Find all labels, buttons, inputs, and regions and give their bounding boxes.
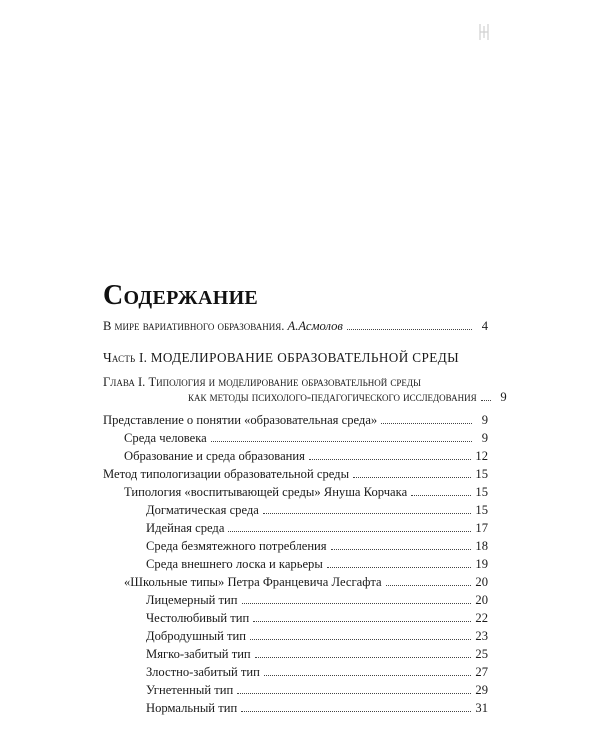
toc-entry-text: Злостно-забитый тип: [146, 665, 260, 679]
toc-entry[interactable]: [103, 412, 488, 428]
toc-entry-text: Угнетенный тип: [146, 683, 234, 697]
toc-entry-text: Среда человека: [124, 431, 207, 445]
toc-entry[interactable]: [146, 664, 488, 680]
part-title: МОДЕЛИРОВАНИЕ ОБРАЗОВАТЕЛЬНОЙ СРЕДЫ: [150, 350, 459, 365]
toc-entry[interactable]: [146, 700, 488, 716]
page-number: 18: [475, 539, 488, 553]
toc-entry[interactable]: [146, 646, 488, 662]
page-number: 15: [475, 503, 488, 517]
leader-dots: [381, 423, 472, 424]
toc-entry[interactable]: [124, 574, 488, 590]
part-prefix: Часть I.: [103, 350, 148, 365]
chapter-title-line1[interactable]: Глава I. Типология и моделирование образовательной среды: [103, 375, 421, 389]
toc-entry[interactable]: [124, 430, 488, 446]
toc-intro[interactable]: [103, 318, 488, 334]
leader-dots: [264, 675, 471, 676]
toc-entry-text: Мягко-забитый тип: [146, 647, 251, 661]
toc-entry-text: Лицемерный тип: [146, 593, 238, 607]
page-title: Содержание: [103, 280, 259, 311]
toc-entry[interactable]: [124, 448, 488, 464]
toc-entry-text: Нормальный тип: [146, 701, 238, 715]
corner-scan-mark: [477, 22, 491, 42]
page-number: 31: [475, 701, 488, 715]
page-number: 9: [500, 390, 507, 404]
toc-entry[interactable]: [146, 592, 488, 608]
toc-entry[interactable]: [146, 682, 488, 698]
leader-dots: [253, 621, 471, 622]
leader-dots: [386, 585, 472, 586]
page-number: 22: [475, 611, 488, 625]
toc-entry[interactable]: [103, 466, 488, 482]
chapter-title-line2: как методы психолого-педагогического исследования: [188, 390, 477, 404]
toc-chapter[interactable]: [188, 389, 507, 405]
page-number: 23: [475, 629, 488, 643]
leader-dots: [241, 711, 471, 712]
toc-entry-text: Типология «воспитывающей среды» Януша Корчака: [124, 485, 408, 499]
toc-entry-text: Представление о понятии «образовательная среда»: [103, 413, 378, 427]
toc-entry-text: Честолюбивый тип: [146, 611, 250, 625]
toc-entry[interactable]: [146, 628, 488, 644]
page-number: 19: [475, 557, 488, 571]
toc-entry-text: Идейная среда: [146, 521, 225, 535]
toc-intro-author: А.Асмолов: [287, 319, 343, 333]
toc-entry-text: Добродушный тип: [146, 629, 246, 643]
leader-dots: [481, 400, 491, 401]
toc-entry-text: Догматическая среда: [146, 503, 259, 517]
page-number: 9: [481, 413, 488, 427]
toc-entry-text: Метод типологизации образовательной среды: [103, 467, 350, 481]
leader-dots: [309, 459, 471, 460]
leader-dots: [411, 495, 471, 496]
page-number: 20: [475, 575, 488, 589]
leader-dots: [250, 639, 471, 640]
leader-dots: [242, 603, 472, 604]
toc-entry[interactable]: [146, 556, 488, 572]
page-number: 20: [475, 593, 488, 607]
page-number: 15: [475, 467, 488, 481]
part-heading[interactable]: [103, 350, 459, 366]
page-number: 4: [481, 319, 488, 333]
toc-entry[interactable]: [124, 484, 488, 500]
leader-dots: [255, 657, 472, 658]
toc-entry-text: Образование и среда образования: [124, 449, 305, 463]
page-number: 9: [481, 431, 488, 445]
page-number: 27: [475, 665, 488, 679]
page-number: 25: [475, 647, 488, 661]
leader-dots: [347, 329, 472, 330]
toc-entry-text: «Школьные типы» Петра Францевича Лесгафта: [124, 575, 382, 589]
toc-entry[interactable]: [146, 520, 488, 536]
page-number: 12: [475, 449, 488, 463]
leader-dots: [263, 513, 472, 514]
leader-dots: [353, 477, 471, 478]
leader-dots: [331, 549, 472, 550]
toc-entry[interactable]: [146, 502, 488, 518]
leader-dots: [237, 693, 471, 694]
toc-entry[interactable]: [146, 610, 488, 626]
page-number: 15: [475, 485, 488, 499]
toc-intro-text: В мире вариативного образования. А.Асмолов: [103, 319, 343, 333]
leader-dots: [327, 567, 472, 568]
toc-entry[interactable]: [146, 538, 488, 554]
leader-dots: [228, 531, 471, 532]
page-number: 17: [475, 521, 488, 535]
toc-entry-text: Среда внешнего лоска и карьеры: [146, 557, 323, 571]
leader-dots: [211, 441, 472, 442]
toc-entry-text: Среда безмятежного потребления: [146, 539, 327, 553]
page-number: 29: [475, 683, 488, 697]
